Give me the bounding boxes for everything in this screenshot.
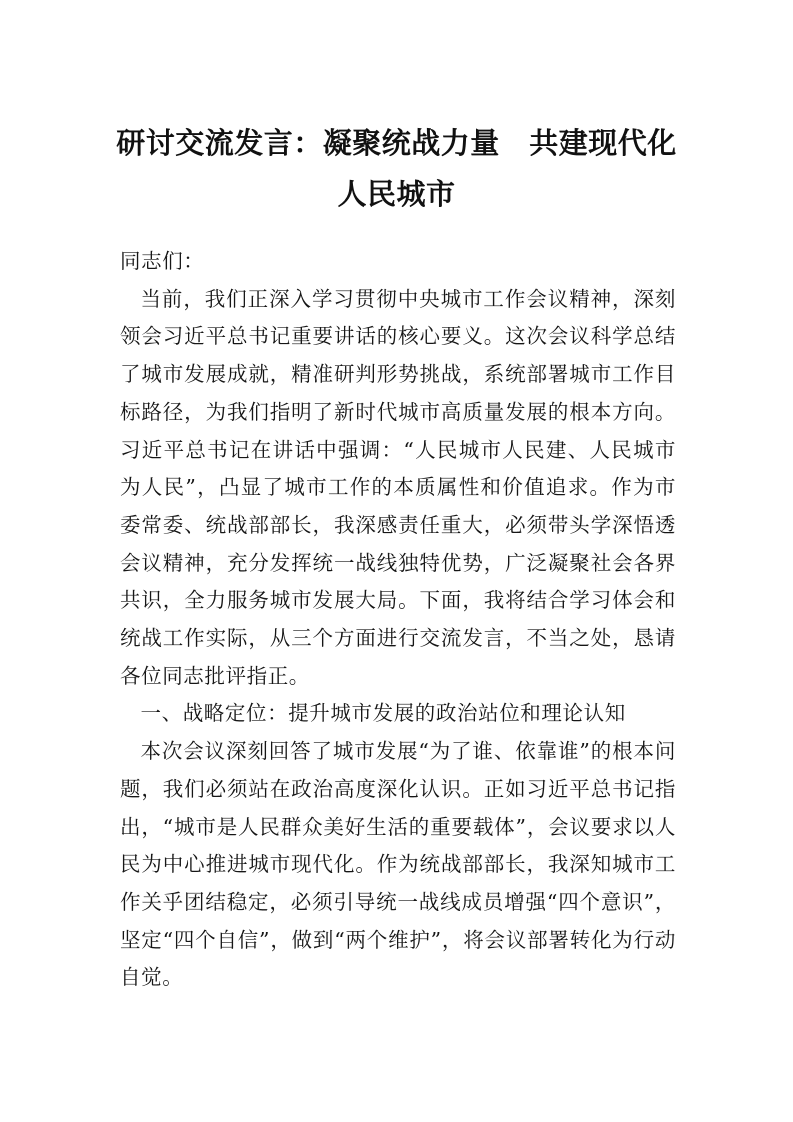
title-line-1: 研讨交流发言：凝聚统战力量 共建现代化 xyxy=(116,126,677,160)
paragraph-intro: 当前，我们正深入学习贯彻中央城市工作会议精神，深刻领会习近平总书记重要讲话的核心要义。这次会议科学总结了城市发展成就，精准研判形势挑战，系统部署城市工作目标路径，为我们指明了新时代城市高质量发展的根本方向。习近平总书记在讲话中强调：“人民城市人民建、人民城市为人民”，凸显了城市工作的本质属性和价值追求。作为市委常委、统战部部长，我深感责任重大，必须带头学深悟透会议精神，充分发挥统一战线独特优势，广泛凝聚社会各界共识，全力服务城市发展大局。下面，我将结合学习体会和统战工作实际，从三个方面进行交流发言，不当之处，恳请各位同志批评指正。 xyxy=(120,286,676,688)
document-body xyxy=(120,243,676,997)
document-title xyxy=(100,118,693,220)
title-line-2: 人民城市 xyxy=(337,177,456,211)
paragraph-section-1: 本次会议深刻回答了城市发展“为了谁、依靠谁”的根本问题，我们必须站在政治高度深化认识。正如习近平总书记指出，“城市是人民群众美好生活的重要载体”，会议要求以人民为中心推进城市现代化。作为统战部部长，我深知城市工作关乎团结稳定，必须引导统一战线成员增强“四个意识”，坚定“四个自信”，做到“两个维护”，将会议部署转化为行动自觉。 xyxy=(120,739,676,990)
salutation: 同志们： xyxy=(120,249,205,273)
section-heading-1: 一、战略定位：提升城市发展的政治站位和理论认知 xyxy=(140,701,626,726)
